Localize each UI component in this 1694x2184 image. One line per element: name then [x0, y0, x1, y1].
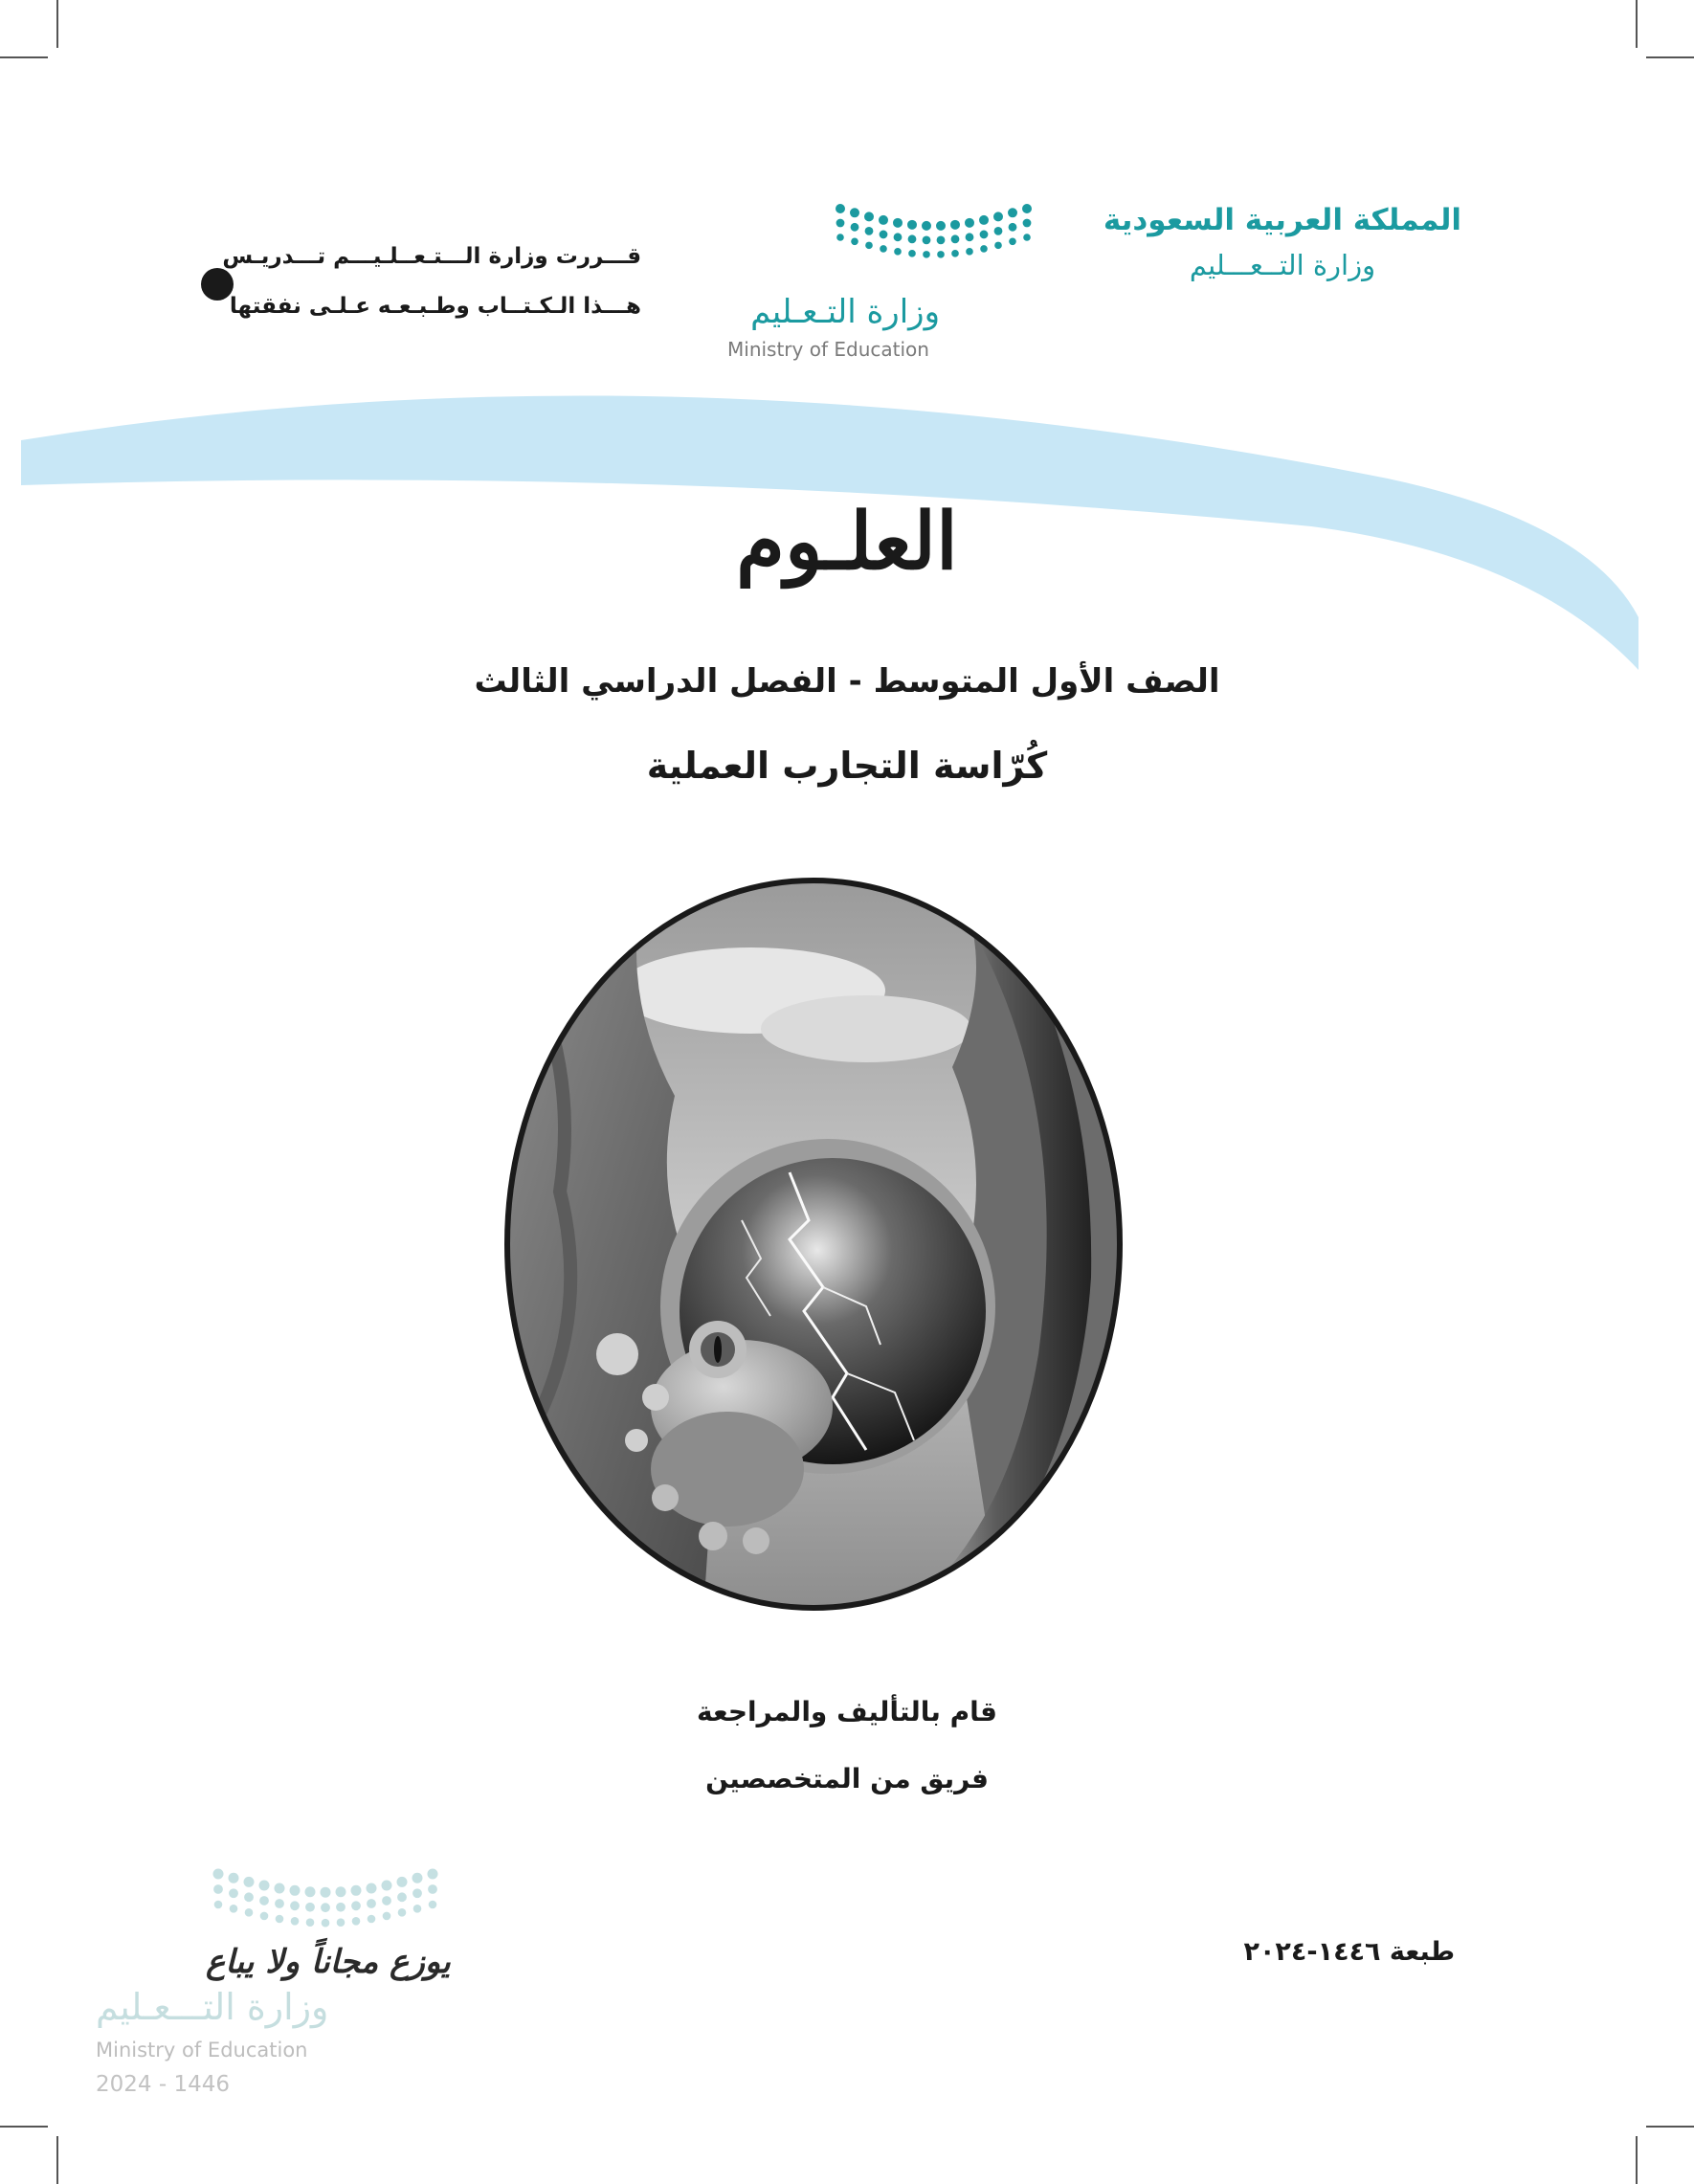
- logo-english-text: Ministry of Education: [727, 338, 929, 361]
- logo-dots-icon: [833, 201, 1043, 278]
- crop-mark: [0, 56, 48, 58]
- edition-label: طبعة ١٤٤٦-٢٠٢٤: [1243, 1937, 1455, 1967]
- cover-photo: [502, 876, 1125, 1613]
- crop-mark: [56, 0, 58, 48]
- crop-mark: [1636, 0, 1638, 48]
- crop-mark: [1636, 2136, 1638, 2184]
- stamp-year: 2024 - 1446: [96, 2072, 230, 2097]
- kingdom-name: المملكة العربية السعودية: [1103, 203, 1462, 237]
- distribution-stamp: [91, 1866, 474, 2097]
- crop-mark: [0, 2126, 48, 2128]
- approval-line-1: قـــررت وزارة الـــتـعــلـيـــم تـــدريـس: [222, 244, 641, 269]
- logo-arabic-text: وزارة التـعـليم: [750, 293, 940, 331]
- crop-mark: [1646, 2126, 1694, 2128]
- book-type: كُرّاسة التجارب العملية: [646, 745, 1048, 787]
- authors-line-2: فريق من المتخصصين: [705, 1763, 989, 1794]
- approval-line-2: هـــذا الـكـتــاب وطـبـعـه عـلـى نفقتها: [229, 294, 641, 319]
- stamp-arabic-text: وزارة التـــعـليم: [96, 1986, 329, 2028]
- kingdom-header: [1072, 203, 1493, 281]
- ministry-name: وزارة التــعـــليم: [1189, 249, 1376, 281]
- ministry-logo: [727, 201, 1043, 373]
- free-distribution-note: يوزع مجاناً ولا يباع: [206, 1943, 451, 1981]
- crop-mark: [56, 2136, 58, 2184]
- crop-mark: [1646, 56, 1694, 58]
- stamp-english-text: Ministry of Education: [96, 2039, 308, 2061]
- stamp-dots-icon: [211, 1866, 459, 1943]
- authors-line-1: قام بالتأليف والمراجعة: [697, 1696, 997, 1727]
- book-title: العلـوم: [736, 496, 958, 588]
- book-subtitle: الصف الأول المتوسط - الفصل الدراسي الثالث: [474, 662, 1220, 701]
